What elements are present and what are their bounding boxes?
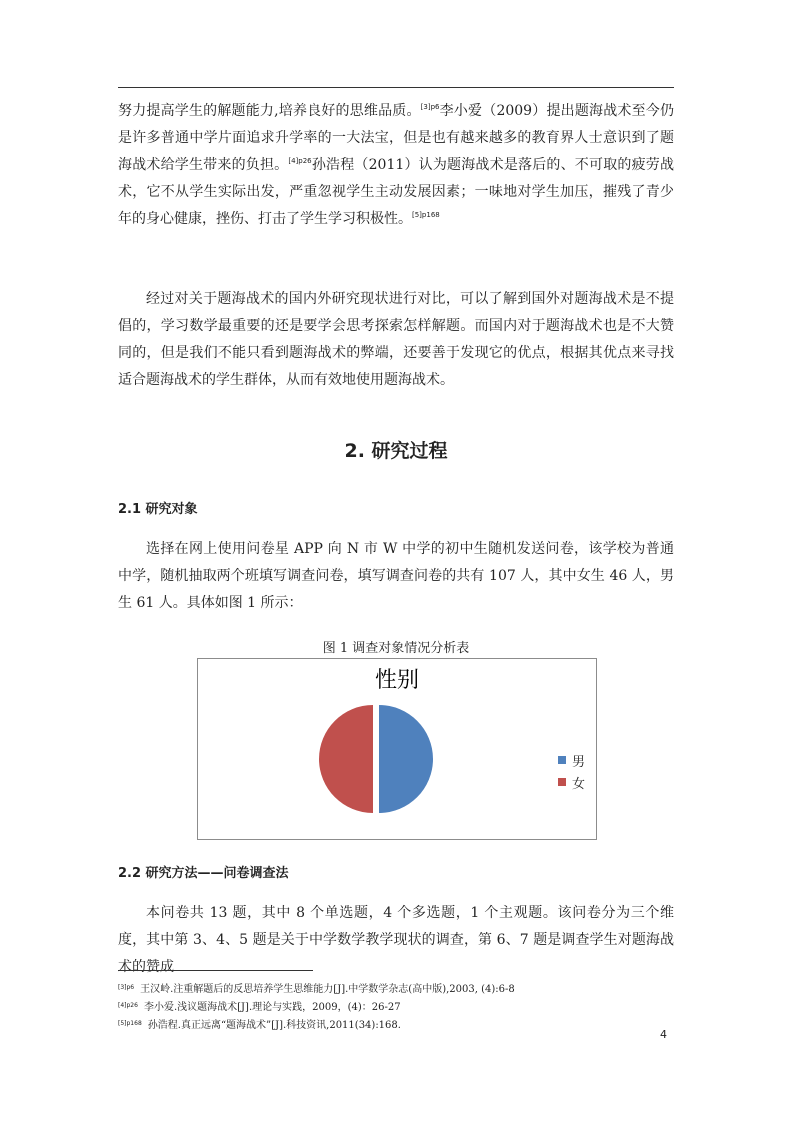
citation-ref: [4]p26	[288, 157, 312, 165]
footnotes	[118, 980, 674, 1034]
pie-chart	[197, 658, 597, 840]
pie-slice-男	[379, 705, 433, 813]
legend-item	[558, 749, 585, 771]
paragraph-research-method: 本问卷共 13 题，其中 8 个单选题，4 个多选题，1 个主观题。该问卷分为三个维度，其中第 3、4、5 题是关于中学数学教学现状的调查，第 6、7 题是调查学生对题海战术的赞成	[118, 905, 674, 975]
subsection-title-2-2: 2.2 研究方法——问卷调查法	[118, 866, 289, 881]
pie-svg	[198, 659, 596, 839]
figure-caption: 图 1 调查对象情况分析表	[322, 641, 470, 656]
legend-item	[558, 771, 585, 793]
footnote: $^{[5]p168}$ 孙浩程.真正远离“题海战术”[J].科技资讯,2011(34):168.	[118, 1020, 401, 1031]
subsection-title-2-1: 2.1 研究对象	[118, 502, 198, 517]
chart-legend	[558, 749, 585, 793]
section-title: 2. 研究过程	[344, 440, 448, 462]
chart-title: 性别	[374, 668, 419, 693]
legend-swatch-female	[558, 778, 566, 786]
paragraph-literature-review: 努力提高学生的解题能力,培养良好的思维品质。$^{[3]p6}$李小爱（2009）提出题海战术至今仍是许多普通中学片面追求升学率的一大法宝，但是也有越来越多的教育界人士意识到了题海战术给学生带来的负担。$^{[4]p26}$孙浩程（2011）认为题海战术是落后的、不可取的疲劳战术，它不从学生实际出发，严重忽视学生主动发展因素；一味地对学生加压，摧残了青少年的身心健康，挫伤、打击了学生学习积极性。$^{[5]p168}$	[118, 103, 674, 227]
citation-ref: [5]p168	[412, 211, 440, 219]
paragraph-summary: 经过对关于题海战术的国内外研究现状进行对比，可以了解到国外对题海战术是不提倡的，学习数学最重要的还是要学会思考探索怎样解题。而国内对于题海战术也是不大赞同的，但是我们不能只看到题海战术的弊端，还要善于发现它的优点，根据其优点来寻找适合题海战术的学生群体，从而有效地使用题海战术。	[118, 291, 674, 388]
footnote: $^{[3]p6}$ 王汉岭.注重解题后的反思培养学生思维能力[J].中学数学杂志(高中版),2003, (4):6-8	[118, 984, 515, 995]
footnote-rule	[118, 970, 313, 971]
header-rule	[118, 87, 674, 88]
citation-ref: [3]p6	[420, 103, 440, 111]
legend-label: 女	[572, 776, 586, 792]
legend-label: 男	[572, 754, 586, 770]
footnote: $^{[4]p26}$ 李小爱.浅议题海战术[J].理论与实践，2009，(4)：26-27	[118, 1002, 401, 1013]
pie-slice-女	[319, 705, 373, 813]
page-number: 4	[660, 1028, 667, 1041]
paragraph-research-subject: 选择在网上使用问卷星 APP 向 N 市 W 中学的初中生随机发送问卷，该学校为普通中学，随机抽取两个班填写调查问卷，填写调查问卷的共有 107 人，其中女生 46 人，男生 61 人。具体如图 1 所示：	[118, 541, 674, 611]
legend-swatch-male	[558, 756, 566, 764]
